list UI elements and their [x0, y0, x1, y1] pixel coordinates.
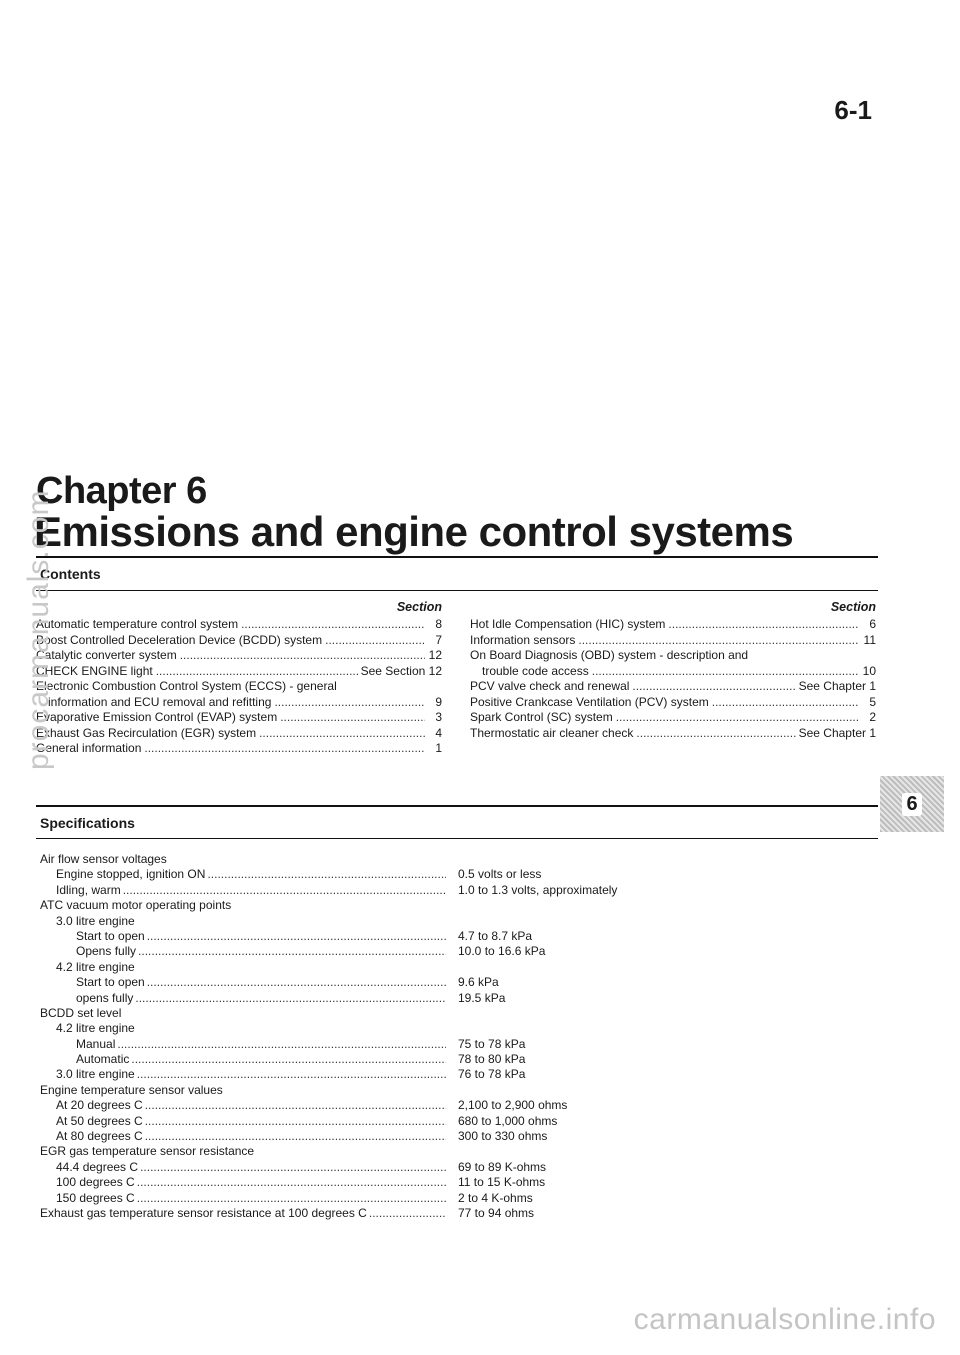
contents-entry-title: General information — [36, 741, 142, 755]
contents-entry-section: See Chapter 1 — [798, 679, 876, 693]
leader-dots — [137, 914, 446, 929]
page-number: 6-1 — [834, 95, 872, 125]
spec-row — [40, 1006, 740, 1021]
spec-label: 100 degrees C — [56, 1175, 135, 1190]
watermark-side: procarmanuals.com — [22, 489, 55, 770]
contents-entry-title: Hot Idle Compensation (HIC) system — [470, 617, 666, 631]
contents-entry-title: Information sensors — [470, 632, 576, 647]
leader-dots — [145, 1129, 446, 1144]
contents-column-right — [470, 600, 876, 741]
contents-entry-section: 12 — [428, 648, 442, 662]
spec-label: Opens fully — [76, 944, 137, 959]
spec-label: Engine stopped, ignition ON — [56, 867, 206, 882]
contents-entry-section: 5 — [869, 694, 876, 709]
leader-dots — [274, 695, 425, 711]
spec-label: Automatic — [76, 1052, 130, 1067]
leader-dots — [138, 944, 446, 959]
contents-column-left — [36, 600, 442, 757]
leader-dots — [369, 1206, 446, 1221]
contents-entry — [36, 741, 442, 757]
contents-entry-section: See Section 12 — [360, 663, 442, 678]
spec-row — [40, 1175, 740, 1190]
contents-entry-title: Spark Control (SC) system — [470, 710, 613, 724]
contents-entry-section: 1 — [435, 741, 442, 755]
spec-value: 77 to 94 ohms — [458, 1205, 535, 1220]
leader-dots — [117, 1037, 446, 1052]
title-rule — [36, 556, 878, 558]
leader-dots — [137, 960, 446, 975]
spec-value: 10.0 to 16.6 kPa — [458, 944, 546, 959]
contents-entry-section: 9 — [435, 694, 442, 709]
spec-value: 2,100 to 2,900 ohms — [458, 1098, 568, 1113]
specifications-rule-top — [36, 805, 878, 807]
spec-label: 4.2 litre engine — [56, 959, 135, 974]
spec-row — [40, 960, 740, 975]
leader-dots — [137, 1021, 446, 1036]
spec-row — [40, 1191, 740, 1206]
chapter-tab-badge — [880, 776, 944, 832]
spec-row — [40, 1021, 740, 1036]
spec-value: 2 to 4 K-ohms — [458, 1190, 533, 1205]
spec-label: Exhaust gas temperature sensor resistance at 100 degrees C — [40, 1205, 367, 1220]
contents-entry — [470, 695, 876, 711]
leader-dots — [137, 1067, 446, 1082]
spec-value: 76 to 78 kPa — [458, 1067, 526, 1082]
spec-row — [40, 1083, 740, 1098]
leader-dots — [712, 695, 859, 711]
spec-value: 4.7 to 8.7 kPa — [458, 928, 533, 943]
spec-label: Manual — [76, 1036, 116, 1051]
section-column-header: Section — [830, 600, 876, 614]
contents-entry — [36, 664, 442, 680]
spec-row — [40, 944, 740, 959]
contents-entry-section: 10 — [862, 663, 876, 678]
spec-label: Start to open — [76, 975, 145, 990]
leader-dots — [578, 633, 859, 649]
leader-dots — [256, 1144, 446, 1159]
leader-dots — [140, 1160, 446, 1175]
spec-value: 9.6 kPa — [458, 975, 499, 990]
contents-entry — [470, 710, 876, 726]
contents-entry — [36, 710, 442, 726]
contents-entry-section: 2 — [869, 710, 876, 724]
contents-entry — [36, 695, 442, 711]
leader-dots — [207, 867, 446, 882]
leader-dots — [668, 617, 859, 633]
leader-dots — [616, 710, 859, 726]
contents-entry — [470, 726, 876, 742]
contents-entry — [470, 617, 876, 633]
contents-entry-section: 11 — [863, 632, 876, 647]
spec-row — [40, 867, 740, 882]
leader-dots — [636, 726, 795, 742]
spec-row — [40, 1037, 740, 1052]
spec-value: 11 to 15 K-ohms — [458, 1175, 546, 1190]
contents-entry-section: 6 — [869, 617, 876, 631]
spec-row — [40, 914, 740, 929]
contents-entry-title: trouble code access — [482, 663, 589, 678]
spec-label: BCDD set level — [40, 1005, 122, 1020]
contents-entry-title: CHECK ENGINE light — [36, 663, 153, 678]
spec-row — [40, 1114, 740, 1129]
contents-entry-title: Boost Controlled Deceleration Device (BCDD) system — [36, 632, 323, 647]
spec-label: At 50 degrees C — [56, 1113, 143, 1128]
contents-entry-section: 8 — [435, 617, 442, 631]
spec-row — [40, 1129, 740, 1144]
spec-row — [40, 1067, 740, 1082]
spec-label: At 80 degrees C — [56, 1129, 143, 1144]
spec-label: Idling, warm — [56, 882, 121, 897]
contents-entry-title: PCV valve check and renewal — [470, 679, 630, 693]
contents-entry — [470, 633, 876, 649]
spec-row — [40, 898, 740, 913]
leader-dots — [280, 710, 425, 726]
contents-entry-title: Automatic temperature control system — [36, 617, 239, 631]
spec-label: 4.2 litre engine — [56, 1021, 135, 1036]
spec-label: Engine temperature sensor values — [40, 1082, 223, 1097]
contents-entry — [36, 617, 442, 633]
chapter-title: Emissions and engine control systems — [34, 508, 794, 555]
contents-entry-title: On Board Diagnosis (OBD) system - description and — [470, 648, 749, 662]
leader-dots — [137, 1191, 446, 1206]
leader-dots — [156, 664, 358, 680]
contents-entry-title: Positive Crankcase Ventilation (PCV) system — [470, 694, 709, 709]
leader-dots — [123, 883, 446, 898]
spec-row — [40, 991, 740, 1006]
contents-entry — [36, 633, 442, 649]
contents-entry — [470, 648, 876, 664]
chapter-label: Chapter 6 — [36, 470, 207, 512]
leader-dots — [147, 975, 446, 990]
section-column-header: Section — [396, 600, 442, 614]
specifications-heading: Specifications — [40, 815, 135, 831]
contents-entry-title: Exhaust Gas Recirculation (EGR) system — [36, 725, 257, 740]
contents-entry-title: Electronic Combustion Control System (ECCS) - general — [36, 679, 337, 693]
leader-dots — [233, 898, 446, 913]
spec-value: 680 to 1,000 ohms — [458, 1113, 558, 1128]
spec-label: opens fully — [76, 990, 134, 1005]
leader-dots — [145, 1114, 446, 1129]
leader-dots — [144, 741, 425, 757]
spec-label: Start to open — [76, 928, 145, 943]
spec-row — [40, 975, 740, 990]
spec-label: EGR gas temperature sensor resistance — [40, 1144, 255, 1159]
contents-entry-section: 4 — [435, 725, 442, 740]
leader-dots — [225, 1083, 446, 1098]
spec-row — [40, 1160, 740, 1175]
spec-label: At 20 degrees C — [56, 1098, 143, 1113]
specifications-rule-bottom — [36, 838, 878, 839]
leader-dots — [632, 679, 795, 695]
spec-value: 300 to 330 ohms — [458, 1129, 548, 1144]
spec-label: 3.0 litre engine — [56, 913, 135, 928]
leader-dots — [123, 1006, 446, 1021]
leader-dots — [137, 1175, 446, 1190]
contents-entry-section: 3 — [435, 710, 442, 724]
contents-entry — [36, 679, 442, 695]
leader-dots — [180, 648, 425, 664]
leader-dots — [592, 664, 859, 680]
leader-dots — [259, 726, 425, 742]
spec-value: 0.5 volts or less — [458, 867, 542, 882]
contents-entry — [470, 664, 876, 680]
contents-heading: Contents — [40, 566, 101, 582]
contents-rule — [36, 590, 878, 591]
spec-row — [40, 1052, 740, 1067]
spec-label: 150 degrees C — [56, 1190, 135, 1205]
contents-entry-title: Catalytic converter system — [36, 648, 177, 662]
contents-entry — [36, 726, 442, 742]
spec-row — [40, 1098, 740, 1113]
spec-row — [40, 852, 740, 867]
specifications-list — [40, 852, 740, 1221]
spec-row — [40, 883, 740, 898]
spec-value: 75 to 78 kPa — [458, 1036, 526, 1051]
chapter-tab-number: 6 — [902, 793, 921, 816]
spec-label: 44.4 degrees C — [56, 1159, 139, 1174]
spec-value: 19.5 kPa — [458, 990, 506, 1005]
contents-entry-title: Thermostatic air cleaner check — [470, 725, 634, 740]
spec-row — [40, 1206, 740, 1221]
leader-dots — [131, 1052, 446, 1067]
leader-dots — [325, 633, 425, 649]
contents-entry-section: 7 — [435, 632, 442, 647]
spec-label: 3.0 litre engine — [56, 1067, 135, 1082]
spec-value: 1.0 to 1.3 volts, approximately — [458, 882, 618, 897]
contents-entry-title: Evaporative Emission Control (EVAP) system — [36, 710, 278, 724]
contents-entry-title: information and ECU removal and refitting — [48, 694, 272, 709]
leader-dots — [135, 991, 446, 1006]
leader-dots — [145, 1098, 446, 1113]
spec-row — [40, 929, 740, 944]
spec-row — [40, 1144, 740, 1159]
spec-label: Air flow sensor voltages — [40, 852, 167, 866]
leader-dots — [169, 852, 446, 867]
contents-entry-section: See Chapter 1 — [798, 725, 876, 740]
watermark-bottom: carmanualsonline.info — [633, 1303, 936, 1336]
spec-label: ATC vacuum motor operating points — [40, 898, 232, 913]
spec-value: 69 to 89 K-ohms — [458, 1159, 547, 1174]
leader-dots — [241, 617, 425, 633]
contents-entry — [470, 679, 876, 695]
spec-value: 78 to 80 kPa — [458, 1052, 526, 1067]
leader-dots — [147, 929, 446, 944]
contents-entry — [36, 648, 442, 664]
